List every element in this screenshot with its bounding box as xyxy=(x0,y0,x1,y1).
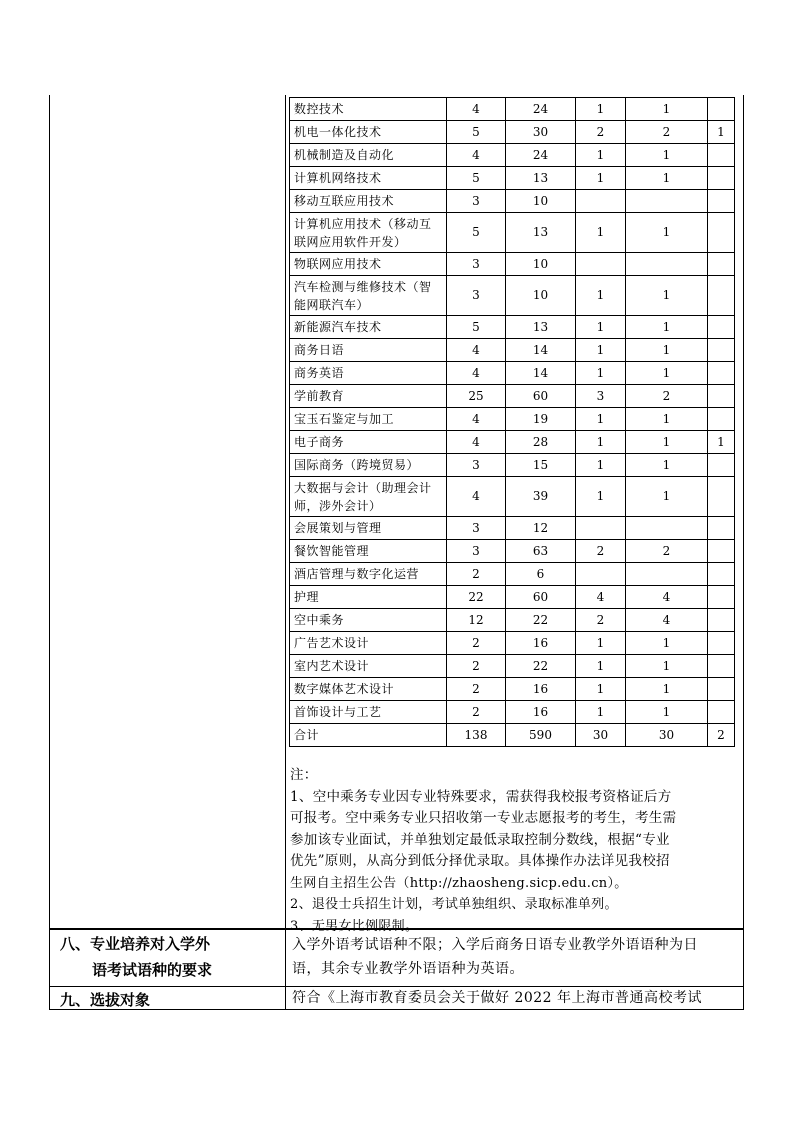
count-cell-c1: 4 xyxy=(447,144,506,167)
count-cell-c2: 10 xyxy=(506,276,576,316)
count-cell-c2: 60 xyxy=(506,385,576,408)
major-name-cell: 国际商务（跨境贸易） xyxy=(290,454,447,477)
count-cell-c3: 1 xyxy=(576,701,626,724)
count-cell-c3: 30 xyxy=(576,724,626,747)
count-cell-c2: 39 xyxy=(506,477,576,517)
count-cell-c5 xyxy=(708,253,735,276)
major-name-cell: 空中乘务 xyxy=(290,609,447,632)
table-row xyxy=(290,477,735,517)
section-8-label-line-2: 语考试语种的要求 xyxy=(92,961,213,979)
table-row xyxy=(290,563,735,586)
count-cell-c4: 1 xyxy=(626,167,708,190)
section-8-text-line-1: 入学外语考试语种不限；入学后商务日语专业教学外语语种为日 xyxy=(292,937,698,953)
count-cell-c3: 1 xyxy=(576,408,626,431)
count-cell-c2: 13 xyxy=(506,213,576,253)
count-cell-c4: 1 xyxy=(626,362,708,385)
note-1-line-1: 1、空中乘务专业因专业特殊要求，需获得我校报考资格证后方 xyxy=(290,788,672,805)
table-row xyxy=(290,144,735,167)
count-cell-c1: 4 xyxy=(447,362,506,385)
count-cell-c4 xyxy=(626,253,708,276)
count-cell-c3: 1 xyxy=(576,144,626,167)
count-cell-c1: 5 xyxy=(447,213,506,253)
table-row xyxy=(290,316,735,339)
count-cell-c4: 1 xyxy=(626,701,708,724)
count-cell-c3: 2 xyxy=(576,609,626,632)
count-cell-c5 xyxy=(708,362,735,385)
note-1-line-3: 参加该专业面试，并单独划定最低录取控制分数线，根据“专业 xyxy=(290,831,670,848)
count-cell-c4: 1 xyxy=(626,98,708,121)
count-cell-c1: 12 xyxy=(447,609,506,632)
count-cell-c1: 3 xyxy=(447,454,506,477)
table-row xyxy=(290,517,735,540)
count-cell-c1: 3 xyxy=(447,540,506,563)
count-cell-c1: 138 xyxy=(447,724,506,747)
count-cell-c5 xyxy=(708,385,735,408)
count-cell-c4: 2 xyxy=(626,121,708,144)
major-name-cell: 学前教育 xyxy=(290,385,447,408)
note-2: 2、退役士兵招生计划，考试单独组织、录取标准单列。 xyxy=(290,897,618,912)
major-name-cell: 计算机网络技术 xyxy=(290,167,447,190)
table-row xyxy=(290,655,735,678)
count-cell-c5 xyxy=(708,454,735,477)
count-cell-c1: 2 xyxy=(447,678,506,701)
count-cell-c5 xyxy=(708,678,735,701)
count-cell-c4 xyxy=(626,517,708,540)
note-1-line-5: 生网自主招生公告（http://zhaosheng.sicp.edu.cn）。 xyxy=(290,875,628,891)
major-name-cell: 会展策划与管理 xyxy=(290,517,447,540)
count-cell-c4 xyxy=(626,563,708,586)
count-cell-c1: 5 xyxy=(447,121,506,144)
count-cell-c5 xyxy=(708,632,735,655)
count-cell-c5 xyxy=(708,167,735,190)
count-cell-c5 xyxy=(708,190,735,213)
major-name-cell: 机电一体化技术 xyxy=(290,121,447,144)
major-name-cell: 护理 xyxy=(290,586,447,609)
count-cell-c5 xyxy=(708,517,735,540)
count-cell-c4: 1 xyxy=(626,477,708,517)
count-cell-c4: 1 xyxy=(626,655,708,678)
table-row xyxy=(290,121,735,144)
count-cell-c2: 30 xyxy=(506,121,576,144)
table-row xyxy=(290,213,735,253)
major-name-cell: 酒店管理与数字化运营 xyxy=(290,563,447,586)
count-cell-c4: 1 xyxy=(626,144,708,167)
section-8-text-line-2: 语，其余专业教学外语语种为英语。 xyxy=(292,961,524,977)
count-cell-c5 xyxy=(708,98,735,121)
table-row xyxy=(290,431,735,454)
count-cell-c2: 16 xyxy=(506,632,576,655)
count-cell-c2: 60 xyxy=(506,586,576,609)
major-name-cell: 商务英语 xyxy=(290,362,447,385)
major-name-cell: 宝玉石鉴定与加工 xyxy=(290,408,447,431)
count-cell-c3: 1 xyxy=(576,431,626,454)
major-name-cell: 室内艺术设计 xyxy=(290,655,447,678)
table-row xyxy=(290,362,735,385)
count-cell-c5 xyxy=(708,701,735,724)
count-cell-c1: 2 xyxy=(447,632,506,655)
count-cell-c4: 1 xyxy=(626,339,708,362)
table-row xyxy=(290,339,735,362)
table-row xyxy=(290,540,735,563)
count-cell-c5 xyxy=(708,339,735,362)
count-cell-c3: 2 xyxy=(576,121,626,144)
count-cell-c1: 2 xyxy=(447,701,506,724)
count-cell-c1: 3 xyxy=(447,276,506,316)
count-cell-c1: 3 xyxy=(447,253,506,276)
count-cell-c2: 63 xyxy=(506,540,576,563)
table-row xyxy=(290,385,735,408)
count-cell-c3: 1 xyxy=(576,362,626,385)
count-cell-c5 xyxy=(708,540,735,563)
count-cell-c2: 22 xyxy=(506,655,576,678)
major-name-cell: 餐饮智能管理 xyxy=(290,540,447,563)
count-cell-c3 xyxy=(576,190,626,213)
note-1-line-2: 可报考。空中乘务专业只招收第一专业志愿报考的考生，考生需 xyxy=(290,810,677,826)
major-name-cell: 物联网应用技术 xyxy=(290,253,447,276)
section-9-text: 符合《上海市教育委员会关于做好 2022 年上海市普通高校考试 xyxy=(292,990,703,1006)
count-cell-c4: 1 xyxy=(626,276,708,316)
count-cell-c4: 1 xyxy=(626,431,708,454)
count-cell-c3: 1 xyxy=(576,213,626,253)
count-cell-c3: 1 xyxy=(576,454,626,477)
table-row xyxy=(290,167,735,190)
count-cell-c3 xyxy=(576,563,626,586)
major-name-cell: 移动互联应用技术 xyxy=(290,190,447,213)
count-cell-c1: 25 xyxy=(447,385,506,408)
table-row xyxy=(290,408,735,431)
table-row xyxy=(290,253,735,276)
count-cell-c4: 1 xyxy=(626,213,708,253)
count-cell-c5 xyxy=(708,563,735,586)
count-cell-c5: 1 xyxy=(708,431,735,454)
count-cell-c3: 1 xyxy=(576,655,626,678)
count-cell-c3: 2 xyxy=(576,540,626,563)
count-cell-c1: 5 xyxy=(447,316,506,339)
count-cell-c2: 15 xyxy=(506,454,576,477)
count-cell-c1: 4 xyxy=(447,477,506,517)
count-cell-c1: 4 xyxy=(447,98,506,121)
count-cell-c3: 3 xyxy=(576,385,626,408)
count-cell-c4: 1 xyxy=(626,408,708,431)
count-cell-c5 xyxy=(708,477,735,517)
count-cell-c5 xyxy=(708,316,735,339)
column-divider xyxy=(285,95,286,1010)
major-name-cell: 合计 xyxy=(290,724,447,747)
table-row xyxy=(290,276,735,316)
count-cell-c4: 4 xyxy=(626,586,708,609)
notes-block xyxy=(290,765,740,937)
count-cell-c3: 1 xyxy=(576,477,626,517)
count-cell-c2: 24 xyxy=(506,98,576,121)
count-cell-c2: 28 xyxy=(506,431,576,454)
table-row xyxy=(290,190,735,213)
count-cell-c4: 2 xyxy=(626,540,708,563)
count-cell-c4: 2 xyxy=(626,385,708,408)
count-cell-c3: 1 xyxy=(576,678,626,701)
count-cell-c3: 1 xyxy=(576,316,626,339)
count-cell-c5 xyxy=(708,213,735,253)
count-cell-c3: 1 xyxy=(576,276,626,316)
count-cell-c1: 3 xyxy=(447,190,506,213)
count-cell-c4: 30 xyxy=(626,724,708,747)
note-1-line-4: 优先”原则，从高分到低分择优录取。具体操作办法详见我校招 xyxy=(290,853,670,869)
count-cell-c3: 1 xyxy=(576,98,626,121)
count-cell-c5 xyxy=(708,144,735,167)
table-row xyxy=(290,586,735,609)
major-name-cell: 数字媒体艺术设计 xyxy=(290,678,447,701)
count-cell-c2: 19 xyxy=(506,408,576,431)
notes-heading: 注： xyxy=(290,767,318,783)
major-name-cell: 新能源汽车技术 xyxy=(290,316,447,339)
count-cell-c3: 1 xyxy=(576,167,626,190)
major-name-cell: 首饰设计与工艺 xyxy=(290,701,447,724)
count-cell-c2: 13 xyxy=(506,167,576,190)
major-name-cell: 广告艺术设计 xyxy=(290,632,447,655)
count-cell-c1: 5 xyxy=(447,167,506,190)
count-cell-c4 xyxy=(626,190,708,213)
count-cell-c5: 2 xyxy=(708,724,735,747)
count-cell-c2: 10 xyxy=(506,253,576,276)
count-cell-c1: 4 xyxy=(447,431,506,454)
count-cell-c3: 1 xyxy=(576,339,626,362)
note-3: 3、无男女比例限制。 xyxy=(290,918,419,934)
major-name-cell: 电子商务 xyxy=(290,431,447,454)
major-name-cell: 机械制造及自动化 xyxy=(290,144,447,167)
major-name-cell: 计算机应用技术（移动互联网应用软件开发） xyxy=(290,213,447,253)
count-cell-c2: 22 xyxy=(506,609,576,632)
table-row xyxy=(290,98,735,121)
count-cell-c2: 13 xyxy=(506,316,576,339)
count-cell-c2: 14 xyxy=(506,339,576,362)
section-8-label-line-1: 八、专业培养对入学外 xyxy=(60,935,211,953)
major-name-cell: 商务日语 xyxy=(290,339,447,362)
count-cell-c4: 1 xyxy=(626,454,708,477)
table-row xyxy=(290,632,735,655)
count-cell-c4: 1 xyxy=(626,316,708,339)
count-cell-c2: 12 xyxy=(506,517,576,540)
enrollment-plan-table xyxy=(289,97,735,747)
count-cell-c4: 4 xyxy=(626,609,708,632)
count-cell-c3: 4 xyxy=(576,586,626,609)
major-name-cell: 大数据与会计（助理会计师，涉外会计） xyxy=(290,477,447,517)
count-cell-c3: 1 xyxy=(576,632,626,655)
count-cell-c1: 2 xyxy=(447,563,506,586)
count-cell-c4: 1 xyxy=(626,632,708,655)
count-cell-c5 xyxy=(708,655,735,678)
major-name-cell: 汽车检测与维修技术（智能网联汽车） xyxy=(290,276,447,316)
count-cell-c2: 14 xyxy=(506,362,576,385)
table-row xyxy=(290,678,735,701)
count-cell-c1: 22 xyxy=(447,586,506,609)
table-row xyxy=(290,454,735,477)
count-cell-c5 xyxy=(708,408,735,431)
table-row xyxy=(290,724,735,747)
count-cell-c3 xyxy=(576,253,626,276)
count-cell-c2: 6 xyxy=(506,563,576,586)
section-9-label: 九、选拔对象 xyxy=(60,991,151,1009)
major-name-cell: 数控技术 xyxy=(290,98,447,121)
count-cell-c2: 10 xyxy=(506,190,576,213)
count-cell-c5 xyxy=(708,609,735,632)
count-cell-c3 xyxy=(576,517,626,540)
count-cell-c1: 4 xyxy=(447,408,506,431)
count-cell-c5 xyxy=(708,586,735,609)
count-cell-c1: 2 xyxy=(447,655,506,678)
count-cell-c2: 16 xyxy=(506,701,576,724)
count-cell-c5: 1 xyxy=(708,121,735,144)
count-cell-c2: 24 xyxy=(506,144,576,167)
count-cell-c4: 1 xyxy=(626,678,708,701)
count-cell-c1: 4 xyxy=(447,339,506,362)
count-cell-c2: 590 xyxy=(506,724,576,747)
table-row xyxy=(290,609,735,632)
count-cell-c1: 3 xyxy=(447,517,506,540)
count-cell-c2: 16 xyxy=(506,678,576,701)
count-cell-c5 xyxy=(708,276,735,316)
table-row xyxy=(290,701,735,724)
